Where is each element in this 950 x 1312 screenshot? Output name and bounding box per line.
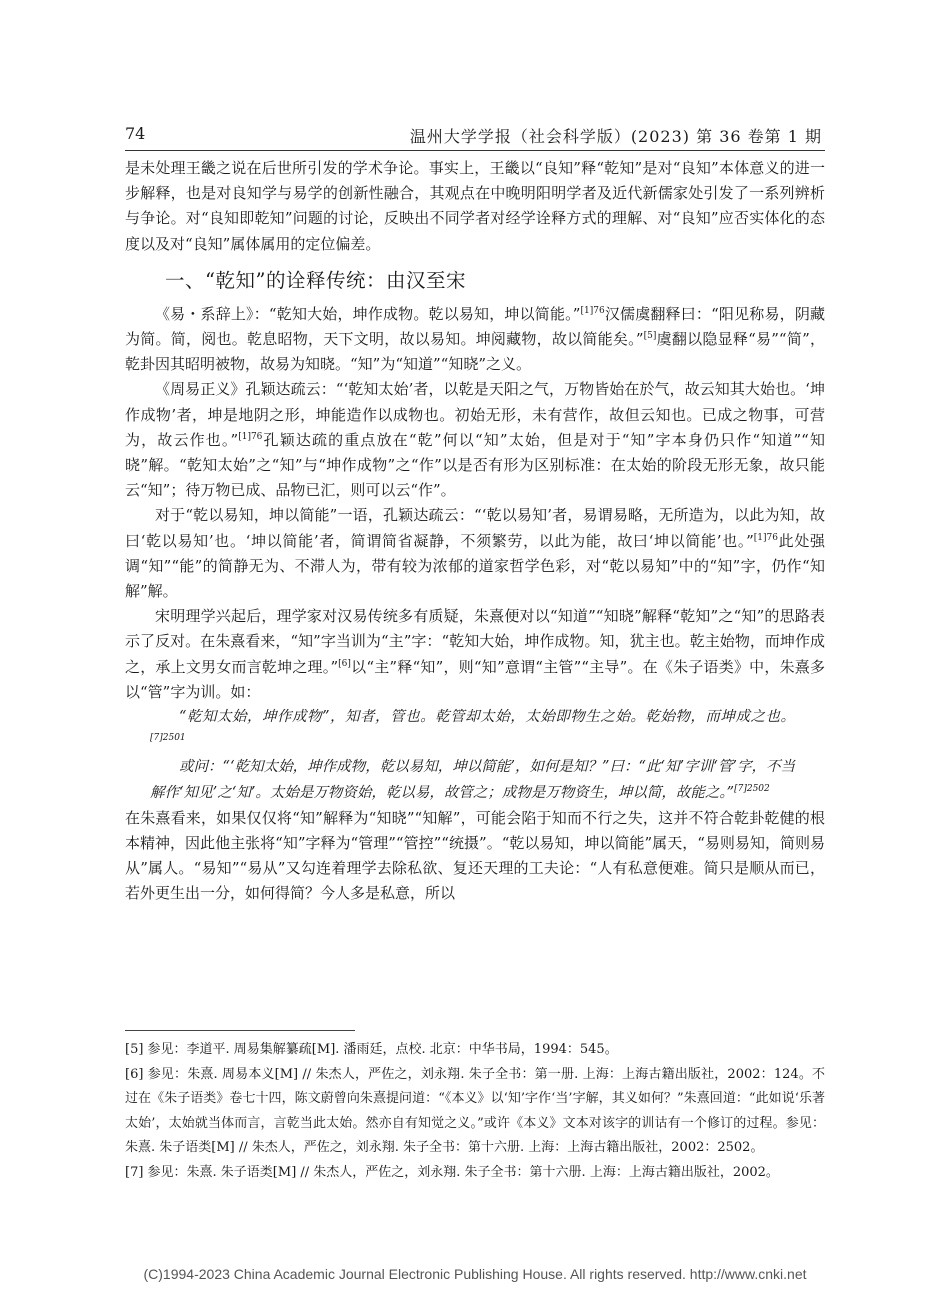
- paragraph-text: 虞翻以隐显释“易”“简”，乾卦因其昭明被物，故易为知晓。“知”为“知道”“知晓”之义。: [125, 330, 825, 374]
- paragraph-2: [125, 377, 825, 503]
- block-quote-2: [125, 755, 795, 805]
- paragraph-3: [125, 503, 825, 604]
- intro-paragraph: 是未处理王畿之说在后世所引发的学术争论。事实上，王畿以“良知”释“乾知”是对“良知”本体意义的进一步解释，也是对良知学与易学的创新性融合，其观点在中晚明阳明学者及近代新儒家处引发了一系列辨析与争论。对“良知即乾知”问题的讨论，反映出不同学者对经学诠释方式的理解、对“良知”应否实体化的态度以及对“良知”属体属用的定位偏差。: [125, 159, 825, 253]
- paragraph-text: 对于“乾以易知，坤以简能”一语，孔颖达疏云：“‘乾以易知’者，易谓易略，无所造为，以此为知，故曰‘乾以易知’也。‘坤以简能’者，简谓简省凝静，不须繁劳，以此为能，故曰‘坤以简能’也。”: [125, 506, 825, 550]
- citation: [7]2501: [150, 733, 186, 744]
- citation: [1]76: [580, 305, 605, 316]
- footnote-rule: [125, 1030, 355, 1031]
- header-rule: [125, 150, 825, 151]
- section-heading: 一、“乾知”的诠释传统：由汉至宋: [165, 268, 466, 292]
- paragraph-text: 汉儒虞翻释曰：“阳见称易，阴藏为简。简，阅也。乾息昭物，天下文明，故以易知。坤阅藏物，故以简能矣。”: [125, 304, 825, 349]
- paragraph-text: 以“主”释“知”，则“知”意谓“主管”“主导”。在《朱子语类》中，朱熹多以“管”字为训。如：: [125, 657, 825, 701]
- paragraph-text: 《易・系辞上》：“乾知大始，坤作成物。乾以易知，坤以简能。”: [155, 304, 581, 323]
- footnote: [5] 参见：李道平. 周易集解纂疏[M]. 潘雨廷，点校. 北京：中华书局，1994：545。: [125, 1042, 618, 1057]
- copyright-footer: (C)1994-2023 China Academic Journal Electronic Publishing House. All rights reserved. http://www.cnki.net: [143, 1266, 807, 1282]
- citation: [5]: [643, 331, 657, 342]
- citation: [6]: [338, 658, 351, 669]
- citation: [7]2502: [734, 783, 770, 794]
- paragraph-text: 宋明理学兴起后，理学家对汉易传统多有质疑，朱熹便对以“知道”“知晓”解释“乾知”之“知”的思路表示了反对。在朱熹看来，“知”字当训为“主”字：“乾知大始，坤作成物。知，犹主也。乾主始物，而坤作成之，承上文男女而言乾坤之理。”: [125, 607, 825, 676]
- quote-text: “乾知太始，坤作成物”，知者，管也。乾管却太始，太始即物生之始。乾始物，而坤成之也。: [179, 709, 795, 726]
- paragraph-5: 在朱熹看来，如果仅仅将“知”解释为“知晓”“知解”，可能会陷于知而不行之失，这并不符合乾卦乾健的根本精神，因此他主张将“知”字释为“管理”“管控”“统摄”。“乾以易知，坤以简能”属天，“易则易知，简则易从”属人。“易知”“易从”又勾连着理学去除私欲、复还天理的工夫论：“人有私意便难。简只是顺从而已，若外更生出一分，如何得简？今人多是私意，所以: [125, 808, 825, 903]
- page-number: 74: [125, 124, 146, 143]
- paragraph-text: 孔颖达疏的重点放在“乾”何以“知”太始，但是对于“知”字本身仍只作“知道”“知晓”解。“乾知太始”之“知”与“坤作成物”之“作”以是否有形为区别标准：在太始的阶段无形无象，故只能云“知”；待万物已成、品物已汇，则可以云“作”。: [125, 430, 825, 500]
- footnote: [7] 参见：朱熹. 朱子语类[M] // 朱杰人，严佐之，刘永翔. 朱子全书：第十六册. 上海：上海古籍出版社，2002。: [125, 1164, 779, 1180]
- footnotes: [125, 1038, 825, 1185]
- running-header: 温州大学学报（社会科学版）(2023) 第 36 卷第 1 期: [409, 127, 822, 146]
- citation: [1]76: [753, 532, 778, 543]
- paragraph-text: 此处强调“知”“能”的简静无为、不滞人为，带有较为浓郁的道家哲学色彩，对“乾以易知”中的“知”字，仍作“知解”解。: [125, 531, 825, 601]
- footnote: [6] 参见：朱熹. 周易本义[M] // 朱杰人，严佐之，刘永翔. 朱子全书：第一册. 上海：上海古籍出版社，2002：124。不过在《朱子语类》卷七十四，陈文蔚曾向朱熹提问道：“《本义》以‘知’字作‘当’字解，其义如何？”朱熹回道：“此如说‘乐著太始’，太始就当体而言，言乾当此太始。然亦自有知觉之义。”或许《本义》文本对该字的训诂有一个修订的过程。参见：朱熹. 朱子语类[M] // 朱杰人，严佐之，刘永翔. 朱子全书：第十六册. 上海：上海古籍出版社，2002：2502。: [125, 1066, 825, 1155]
- paragraph-1: [125, 302, 825, 378]
- paragraph-text: 《周易正义》孔颖达疏云：“‘乾知太始’者，以乾是天阳之气，万物皆始在於气，故云知其大始也。‘坤作成物’者，坤是地阴之形，坤能造作以成物也。初始无形，未有营作，故但云知也。已成之物事，可营为，故云作也。”: [125, 380, 825, 449]
- paragraph-4: [125, 604, 825, 705]
- quote-text: 或问：“‘乾知太始，坤作成物，乾以易知，坤以简能’，如何是知？”曰：“此‘知’字训‘管’字，不当解作‘知见’之‘知’。太始是万物资始，乾以易，故管之；成物是万物资生，坤以简，故能之。”: [150, 759, 795, 801]
- body-text: [125, 156, 825, 907]
- citation: [1]76: [238, 431, 263, 442]
- block-quote-1: [125, 705, 795, 755]
